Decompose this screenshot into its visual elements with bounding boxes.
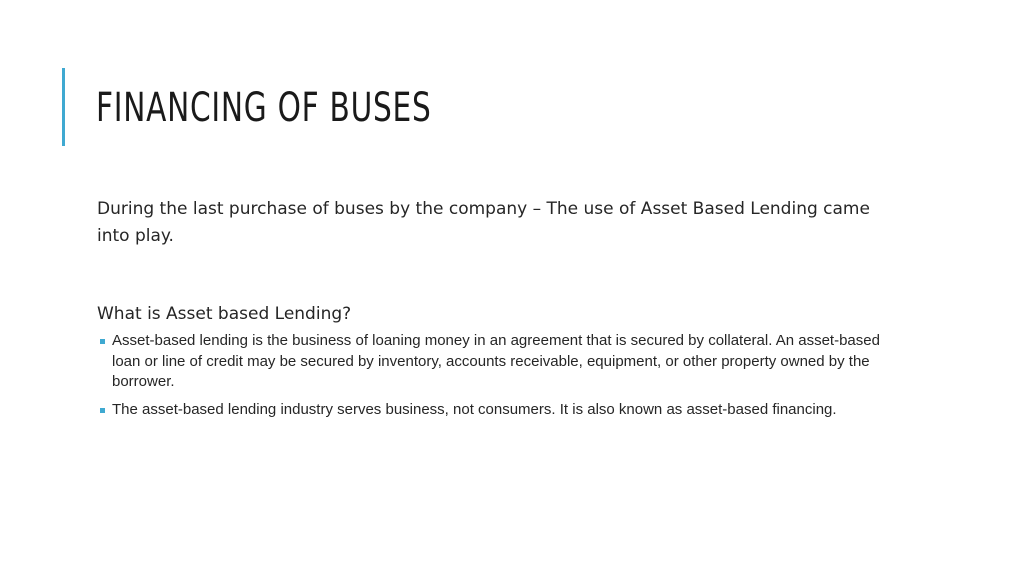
- intro-paragraph: During the last purchase of buses by the company – The use of Asset Based Lending came into play.: [97, 199, 870, 246]
- title-accent-bar: [62, 68, 65, 146]
- bullet-item: [100, 400, 900, 421]
- square-bullet-icon: [100, 339, 105, 344]
- square-bullet-icon: [100, 408, 105, 413]
- slide-title: FINANCING OF BUSES: [96, 85, 432, 131]
- bullet-text: The asset-based lending industry serves business, not consumers. It is also known as asset-based financing.: [112, 400, 837, 418]
- bullet-list: [100, 331, 900, 427]
- bullet-text: Asset-based lending is the business of loaning money in an agreement that is secured by collateral. An asset-based loan or line of credit may be secured by inventory, accounts receivable, equipment, or other property owned by the borrower.: [112, 332, 880, 390]
- section-heading: What is Asset based Lending?: [97, 304, 352, 324]
- bullet-item: [100, 331, 900, 393]
